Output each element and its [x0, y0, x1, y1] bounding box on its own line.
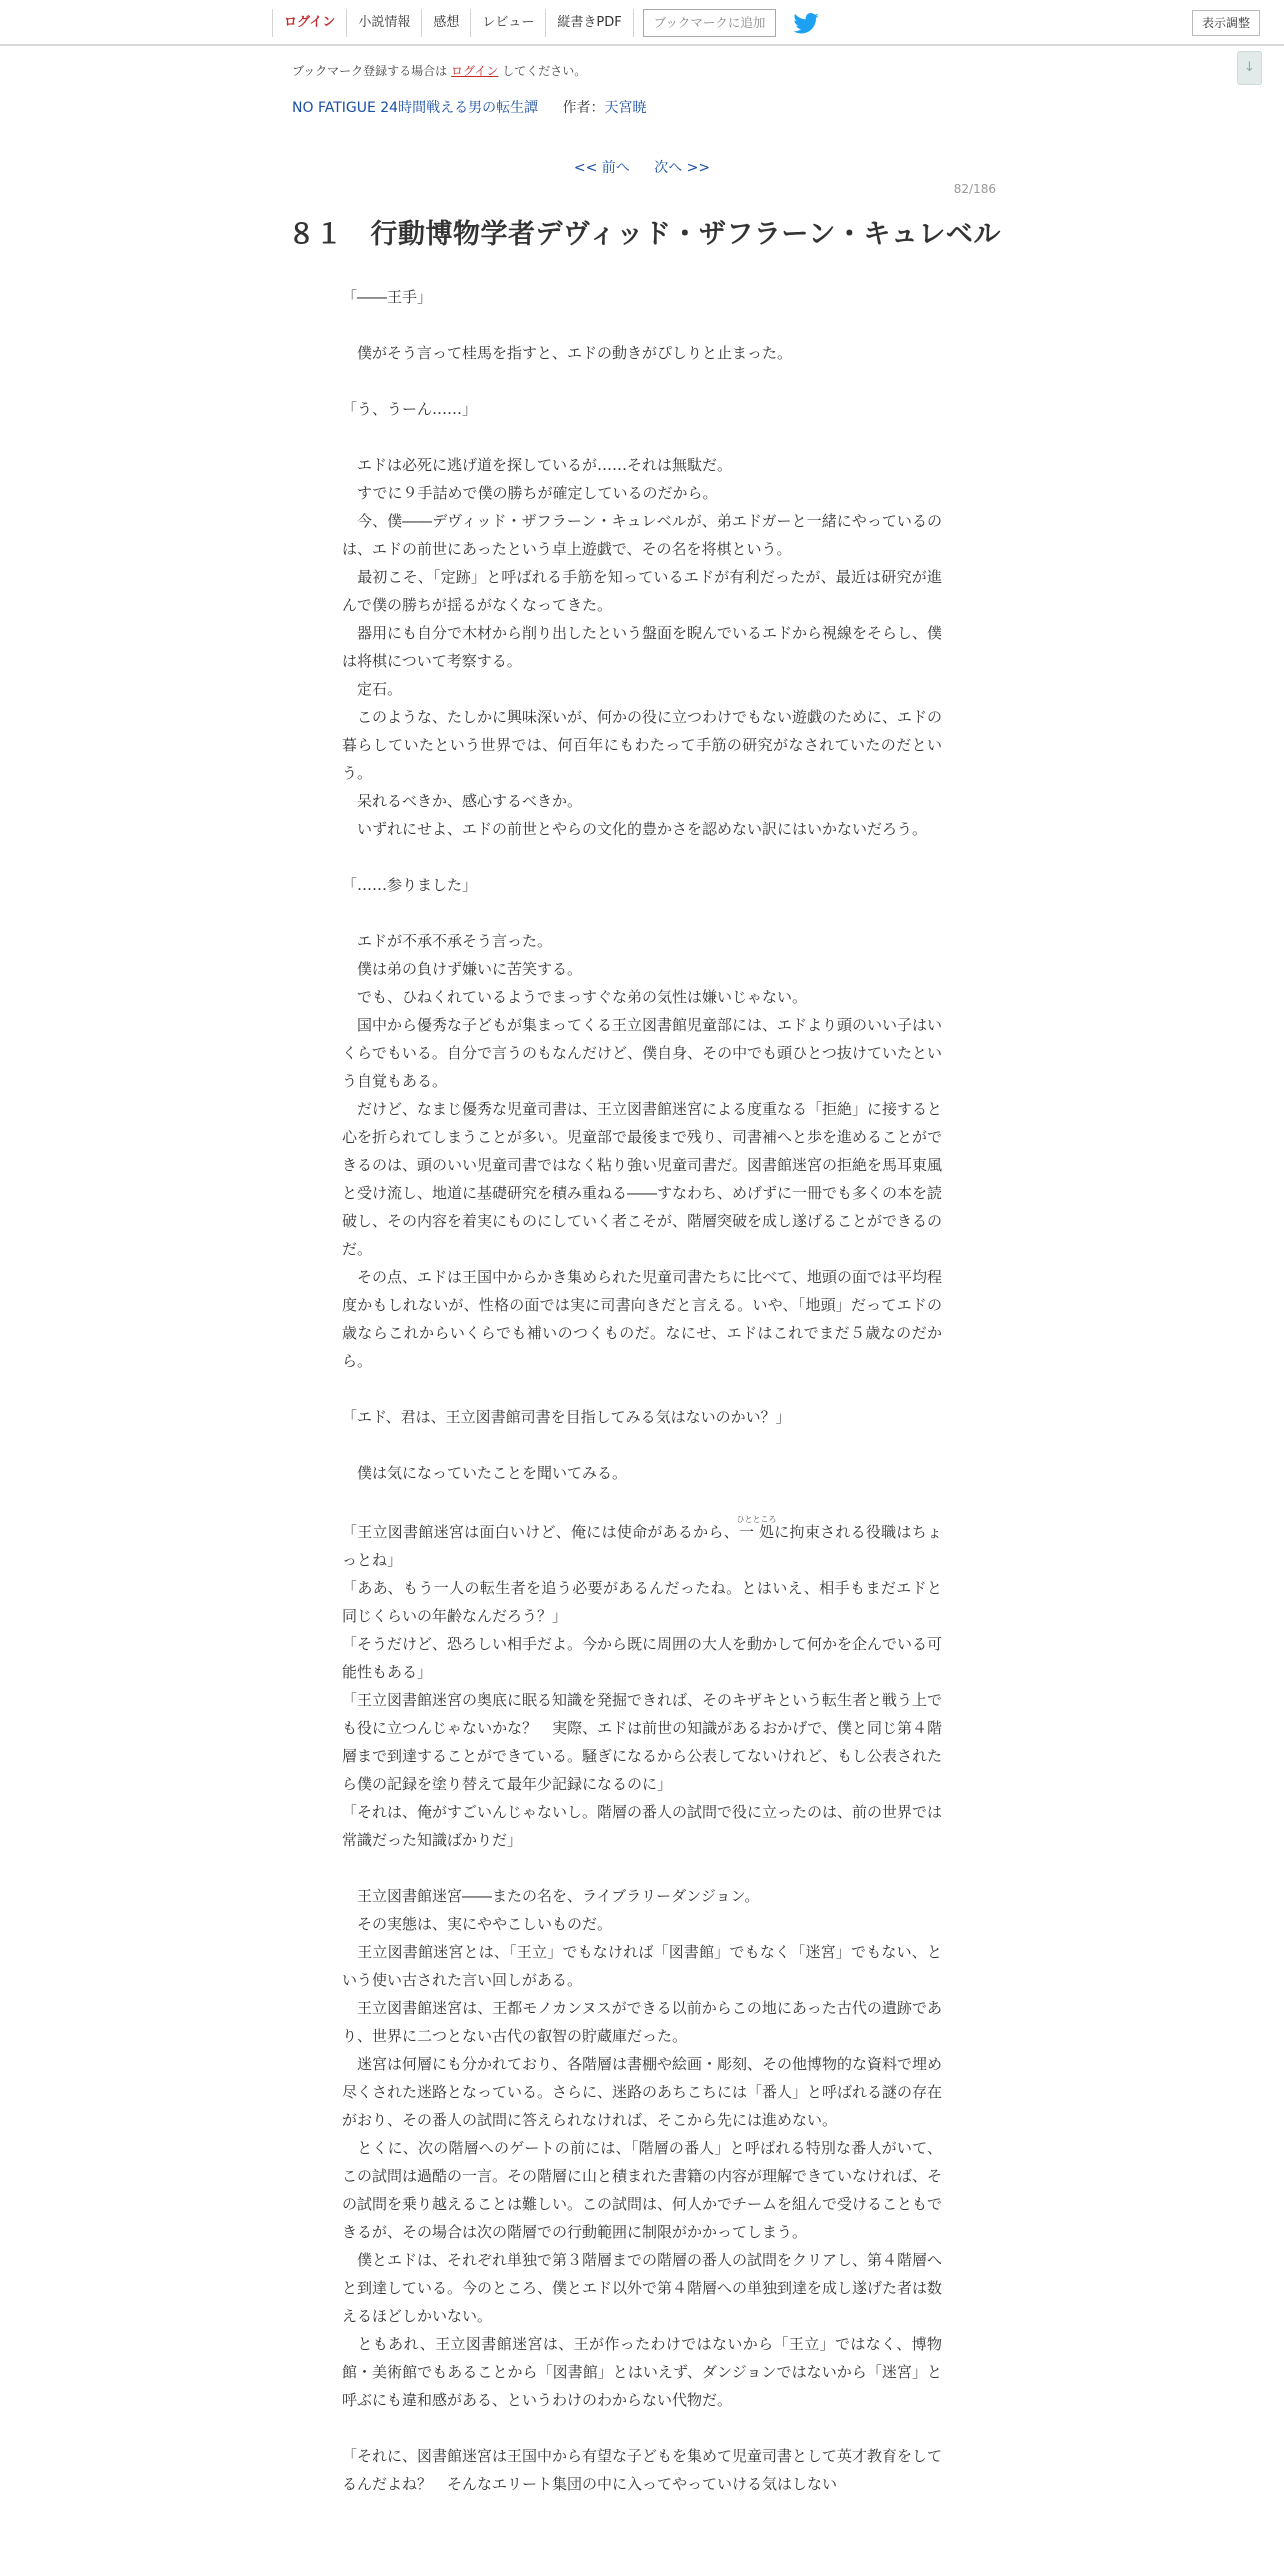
- body-paragraph: 「それは、俺がすごいんじゃないし。階層の番人の試問で役に立ったのは、前の世界では常識だった知識ばかりだ」: [342, 1803, 943, 1849]
- body-paragraph: [342, 1854, 942, 1882]
- body-paragraph: とくに、次の階層へのゲートの前には、「階層の番人」と呼ばれる特別な番人がいて、この試問は過酷の一言。その階層に山と積まれた書籍の内容が理解できていなければ、その試問を乗り越えることは難しい。この試問は、何人かでチームを組んで受けることもできるが、その場合は次の階層での行動範囲に制限がかかってしまう。: [342, 2139, 943, 2241]
- body-paragraph: [342, 367, 942, 395]
- body-paragraph: [342, 1487, 942, 1515]
- body-paragraph: 定石。: [342, 680, 403, 698]
- work-info: [292, 97, 647, 117]
- body-paragraph: 器用にも自分で木材から削り出したという盤面を睨んでいるエドから視線をそらし、僕は将棋について考察する。: [342, 624, 943, 670]
- novel-info-link[interactable]: 小説情報: [346, 9, 421, 37]
- body-paragraph: 「エド、君は、王立図書館司書を目指してみる気はないのかい？」: [342, 1408, 791, 1426]
- body-paragraph: 僕とエドは、それぞれ単独で第３階層までの階層の番人の試問をクリアし、第４階層へと到達している。今のところ、僕とエド以外で第４階層への単独到達を成し遂げた者は数えるほどしかいない。: [342, 2251, 943, 2325]
- body-paragraph: 「ああ、もう一人の転生者を追う必要があるんだったね。とはいえ、相手もまだエドと同じくらいの年齢なんだろう？」: [342, 1579, 942, 1625]
- impressions-link[interactable]: 感想: [421, 9, 470, 37]
- body-paragraph: エドは必死に逃げ道を探しているが……それは無駄だ。: [342, 456, 733, 474]
- body-paragraph: 「――王手」: [342, 288, 433, 306]
- body-paragraph: 王立図書館迷宮は、王都モノカンヌスができる以前からこの地にあった古代の遺跡であり、世界に二つとない古代の叡智の貯蔵庫だった。: [342, 1999, 942, 2045]
- body-paragraph: [342, 899, 942, 927]
- bookmark-login-notice: [292, 62, 586, 79]
- ruby-reading: ひとところ: [736, 1515, 777, 1524]
- body-paragraph: このような、たしかに興味深いが、何かの役に立つわけでもない遊戯のために、エドの暮らしていたという世界では、何百年にもわたって手筋の研究がなされていたのだという。: [342, 708, 943, 782]
- body-paragraph: [342, 423, 942, 451]
- ruby-paragraph-start: 「王立図書館迷宮は面白いけど、俺には使命があるから、: [342, 1523, 739, 1541]
- notice-suffix: してください。: [502, 64, 587, 78]
- body-paragraph: 迷宮は何層にも分かれており、各階層は書棚や絵画・彫刻、その他博物的な資料で埋め尽くされた迷路となっている。さらに、迷路のあちこちには「番人」と呼ばれる謎の存在がおり、その番人の試問に答えられなければ、そこから先には進めない。: [342, 2055, 943, 2129]
- novel-body: [342, 283, 942, 2498]
- author-link[interactable]: 天宮暁: [604, 100, 647, 116]
- body-paragraph: 「そうだけど、恐ろしい相手だよ。今から既に周囲の大人を動かして何かを企んでいる可能性もある」: [342, 1635, 943, 1681]
- body-paragraph: その点、エドは王国中からかき集められた児童司書たちに比べて、地頭の面では平均程度かもしれないが、性格の面では実に司書向きだと言える。いや、「地頭」だってエドの歳ならこれからいくらでも補いのつくものだ。なにせ、エドはこれでまだ５歳なのだから。: [342, 1268, 942, 1370]
- body-paragraph: いずれにせよ、エドの前世とやらの文化的豊かさを認めない訳にはいかないだろう。: [342, 820, 928, 838]
- body-paragraph: 呆れるべきか、感心するべきか。: [342, 792, 583, 810]
- ruby-paragraph-end: に拘束される役職はちょっとね」: [342, 1523, 942, 1569]
- prev-chapter-link[interactable]: << 前へ: [573, 160, 630, 176]
- body-paragraph: 僕は弟の負けず嫌いに苦笑する。: [342, 960, 583, 978]
- display-adjust-button[interactable]: 表示調整: [1192, 10, 1260, 36]
- body-paragraph: 「王立図書館迷宮の奥底に眠る知識を発掘できれば、そのキザキという転生者と戦う上でも役に立つんじゃないかな？ 実際、エドは前世の知識があるおかげで、僕と同じ第４階層まで到達することができている。騒ぎになるから公表してないけれど、もし公表されたら僕の記録を塗り替えて最年少記録になるのに」: [342, 1691, 943, 1793]
- body-paragraph: エドが不承不承そう言った。: [342, 932, 553, 950]
- main-nav: [272, 9, 819, 37]
- work-title-link[interactable]: NO FATIGUE 24時間戦える男の転生譚: [292, 100, 539, 116]
- body-paragraph: [342, 843, 942, 871]
- twitter-bird-icon[interactable]: [793, 12, 819, 34]
- body-paragraph: 僕は気になっていたことを聞いてみる。: [342, 1464, 628, 1482]
- body-paragraph: 国中から優秀な子どもが集まってくる王立図書館児童部には、エドより頭のいい子はいくらでもいる。自分で言うのもなんだけど、僕自身、その中でも頭ひとつ抜けていたという自覚もある。: [342, 1016, 943, 1090]
- ruby-word: [736, 1515, 777, 1541]
- body-paragraph: でも、ひねくれているようでまっすぐな弟の気性は嫌いじゃない。: [342, 988, 808, 1006]
- add-bookmark-button[interactable]: ブックマークに追加: [643, 9, 777, 37]
- chapter-title: ８１ 行動博物学者デヴィッド・ザフラーン・キュレベル: [288, 219, 1001, 250]
- body-paragraph: 僕がそう言って桂馬を指すと、エドの動きがぴしりと止まった。: [342, 344, 793, 362]
- body-paragraph: [342, 2414, 942, 2442]
- chapter-count: 82/186: [953, 182, 996, 196]
- next-chapter-link[interactable]: 次へ >>: [654, 160, 711, 176]
- notice-login-link[interactable]: ログイン: [451, 64, 499, 78]
- author-label: 作者：: [562, 100, 605, 116]
- review-link[interactable]: レビュー: [470, 9, 545, 37]
- body-paragraph: 最初こそ、「定跡」と呼ばれる手筋を知っているエドが有利だったが、最近は研究が進んで僕の勝ちが揺るがなくなってきた。: [342, 568, 942, 614]
- login-link[interactable]: ログイン: [272, 9, 346, 37]
- body-paragraph: 「う、うーん……」: [342, 400, 478, 418]
- body-paragraph: 今、僕――デヴィッド・ザフラーン・キュレベルが、弟エドガーと一緒にやっているのは、エドの前世にあったという卓上遊戯で、その名を将棋という。: [342, 512, 942, 558]
- body-paragraph: 王立図書館迷宮とは、「王立」でもなければ「図書館」でもなく「迷宮」でもない、という使い古された言い回しがある。: [342, 1943, 942, 1989]
- body-paragraph: ともあれ、王立図書館迷宮は、王が作ったわけではないから「王立」ではなく、博物館・美術館でもあることから「図書館」とはいえず、ダンジョンではないから「迷宮」と呼ぶにも違和感がある、というわけのわからない代物だ。: [342, 2335, 942, 2409]
- ruby-base: 一処: [736, 1523, 777, 1541]
- body-paragraph: 「それに、図書館迷宮は王国中から有望な子どもを集めて児童司書として英才教育をしてるんだよね？ そんなエリート集団の中に入ってやっていける気はしない: [342, 2447, 943, 2493]
- body-paragraph: だけど、なまじ優秀な児童司書は、王立図書館迷宮による度重なる「拒絶」に接すると心を折られてしまうことが多い。児童部で最後まで残り、司書補へと歩を進めることができるのは、頭のいい児童司書ではなく粘り強い児童司書だ。図書館迷宮の拒絶を馬耳東風と受け流し、地道に基礎研究を積み重ねる――すなわち、めげずに一冊でも多くの本を読破し、その内容を着実にものにしていく者こそが、階層突破を成し遂げることができるのだ。: [342, 1100, 943, 1258]
- body-paragraph: [342, 1431, 942, 1459]
- body-paragraph: 「……参りました」: [342, 876, 478, 894]
- top-navbar: [0, 0, 1284, 46]
- chapter-pager: [0, 157, 1284, 177]
- body-paragraph: 王立図書館迷宮――またの名を、ライブラリーダンジョン。: [342, 1887, 760, 1905]
- body-paragraph: [342, 311, 942, 339]
- body-paragraph: その実態は、実にややこしいものだ。: [342, 1915, 613, 1933]
- body-paragraph: [342, 1375, 942, 1403]
- body-paragraph-with-ruby: [342, 1515, 942, 1574]
- scroll-down-arrow-icon[interactable]: ↓: [1237, 51, 1262, 85]
- body-paragraph: すでに９手詰めで僕の勝ちが確定しているのだから。: [342, 484, 718, 502]
- vertical-pdf-link[interactable]: 縦書きPDF: [545, 9, 633, 37]
- notice-prefix: ブックマーク登録する場合は: [292, 64, 448, 78]
